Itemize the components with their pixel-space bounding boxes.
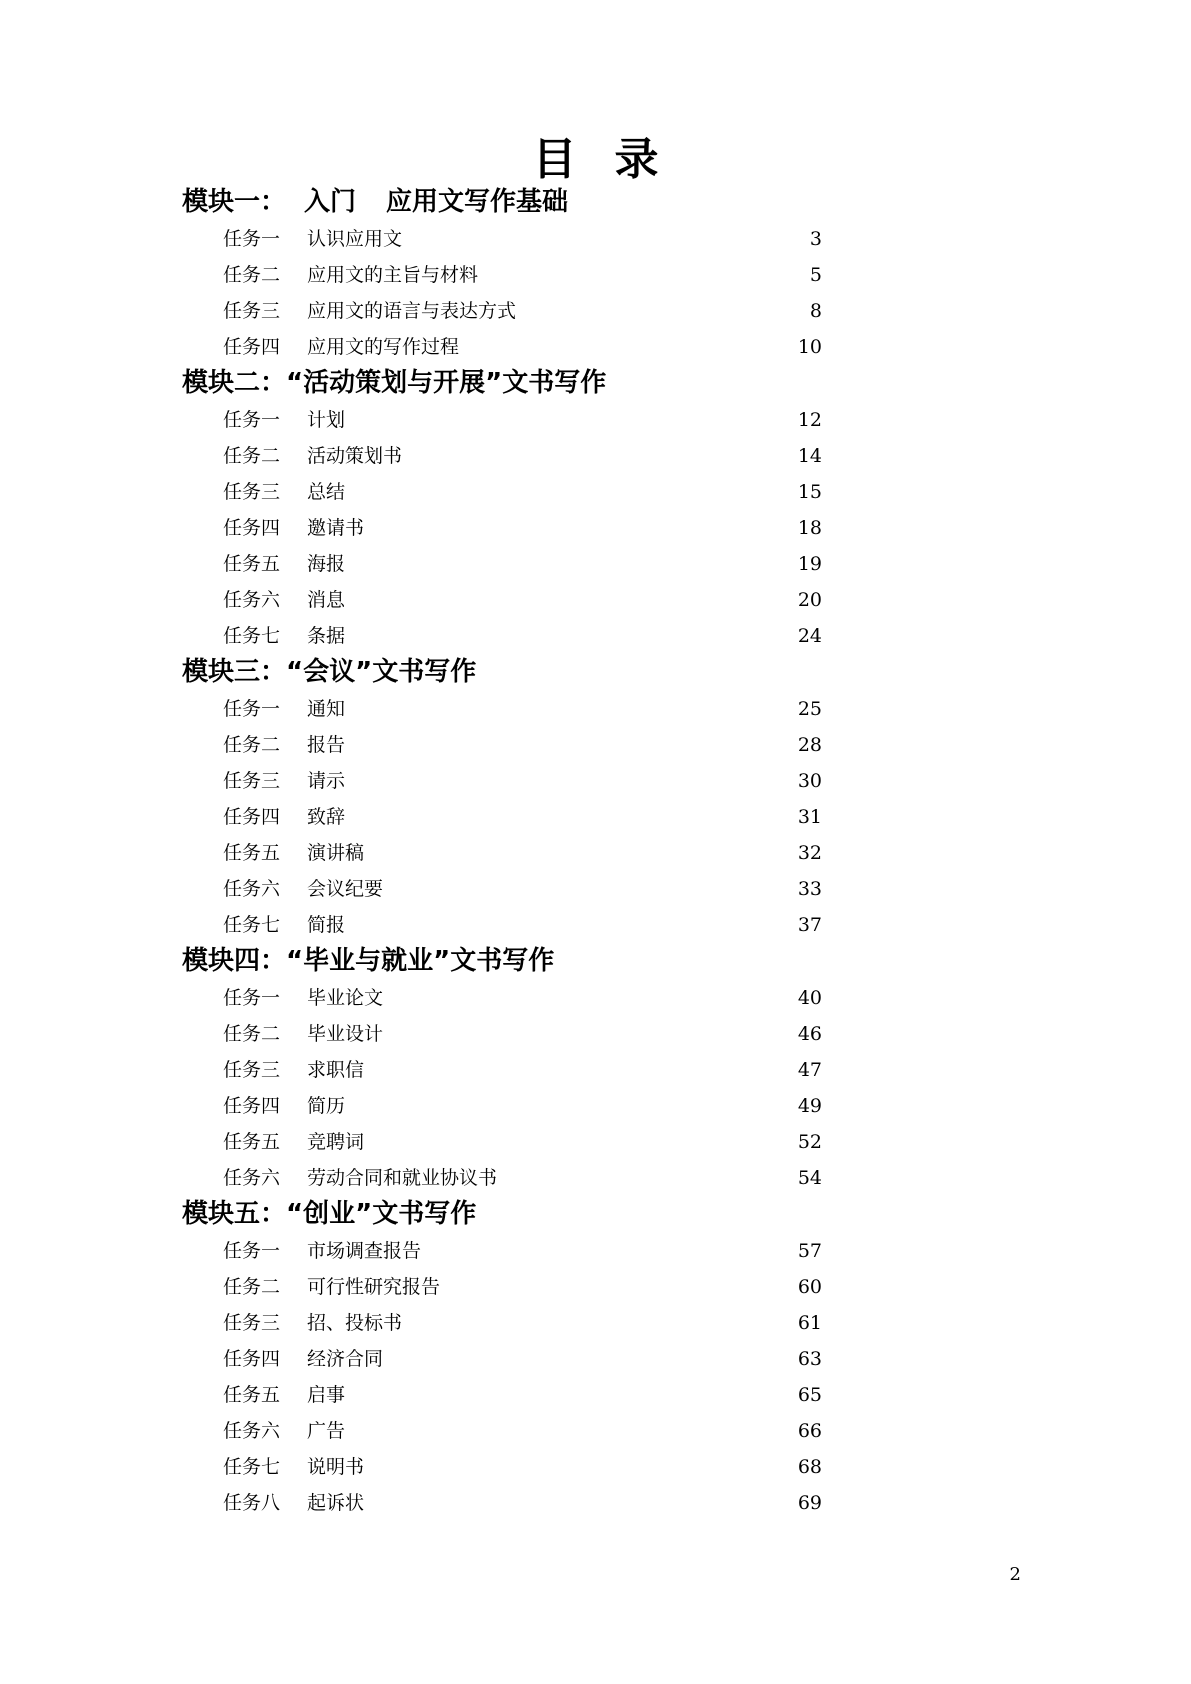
task-label: 任务二 <box>223 1276 281 1298</box>
page-ref: 8 <box>809 300 822 322</box>
entry-title: 总结 <box>307 481 346 503</box>
toc-entry[interactable] <box>182 1233 822 1269</box>
entry-title: 报告 <box>307 734 346 756</box>
module-1-heading[interactable] <box>182 184 822 221</box>
task-label: 任务四 <box>223 517 281 539</box>
toc-entry[interactable] <box>182 835 822 871</box>
entry-title: 广告 <box>307 1420 346 1442</box>
task-label: 任务二 <box>223 1023 281 1045</box>
toc-entry[interactable] <box>182 1449 822 1485</box>
module-4-heading[interactable] <box>182 943 822 980</box>
page-ref: 61 <box>797 1312 822 1334</box>
toc-entry[interactable] <box>182 1485 822 1521</box>
task-label: 任务六 <box>223 1167 281 1189</box>
toc-entry[interactable] <box>182 691 822 727</box>
entry-title: 劳动合同和就业协议书 <box>307 1167 498 1189</box>
entry-title: 消息 <box>307 589 346 611</box>
toc-heading-char-2: 录 <box>614 134 659 185</box>
task-label: 任务四 <box>223 1348 281 1370</box>
entry-title: 竞聘词 <box>307 1131 365 1153</box>
module-5 <box>182 1196 822 1521</box>
entry-title: 简历 <box>307 1095 346 1117</box>
task-label: 任务一 <box>223 1240 281 1262</box>
toc-entry[interactable] <box>182 546 822 582</box>
module-prefix: 模块四： <box>182 946 287 976</box>
toc-entry[interactable] <box>182 907 822 943</box>
page-ref: 28 <box>797 734 822 756</box>
page-ref: 10 <box>797 336 822 358</box>
task-label: 任务六 <box>223 589 281 611</box>
task-label: 任务五 <box>223 842 281 864</box>
entry-title: 市场调查报告 <box>307 1240 422 1262</box>
page-ref: 52 <box>797 1131 822 1153</box>
task-label: 任务五 <box>223 553 281 575</box>
task-label: 任务七 <box>223 625 281 647</box>
entry-title: 可行性研究报告 <box>307 1276 441 1298</box>
module-prefix: 模块一： <box>182 187 287 217</box>
toc-entry[interactable] <box>182 582 822 618</box>
entry-title: 简报 <box>307 914 346 936</box>
toc-heading <box>0 132 1191 188</box>
module-name: “活动策划与开展”文书写作 <box>286 368 607 398</box>
page-ref: 14 <box>797 445 822 467</box>
task-label: 任务八 <box>223 1492 281 1514</box>
toc-entry[interactable] <box>182 1341 822 1377</box>
toc-entry[interactable] <box>182 1269 822 1305</box>
page-ref: 15 <box>797 481 822 503</box>
page-ref: 32 <box>797 842 822 864</box>
module-prefix: 模块五： <box>182 1199 287 1229</box>
module-3 <box>182 654 822 943</box>
entry-title: 演讲稿 <box>307 842 365 864</box>
page-ref: 33 <box>797 878 822 900</box>
entry-title: 海报 <box>307 553 346 575</box>
page-ref: 24 <box>797 625 822 647</box>
entry-title: 通知 <box>307 698 346 720</box>
task-label: 任务三 <box>223 1059 281 1081</box>
page-ref: 49 <box>797 1095 822 1117</box>
task-label: 任务一 <box>223 409 281 431</box>
task-label: 任务三 <box>223 481 281 503</box>
toc-entry[interactable] <box>182 1016 822 1052</box>
toc-entry[interactable] <box>182 293 822 329</box>
task-label: 任务二 <box>223 445 281 467</box>
module-name: “会议”文书写作 <box>286 657 477 687</box>
task-label: 任务三 <box>223 770 281 792</box>
toc-entry[interactable] <box>182 1088 822 1124</box>
toc-entry[interactable] <box>182 1052 822 1088</box>
toc-entry[interactable] <box>182 221 822 257</box>
entry-title: 计划 <box>307 409 346 431</box>
entry-title: 应用文的写作过程 <box>307 336 460 358</box>
toc-entry[interactable] <box>182 727 822 763</box>
entry-title: 说明书 <box>307 1456 365 1478</box>
page-ref: 60 <box>797 1276 822 1298</box>
module-3-heading[interactable] <box>182 654 822 691</box>
page-ref: 31 <box>797 806 822 828</box>
module-4 <box>182 943 822 1196</box>
entry-title: 应用文的主旨与材料 <box>307 264 479 286</box>
entry-title: 条据 <box>307 625 346 647</box>
entry-title: 认识应用文 <box>307 228 403 250</box>
entry-title: 毕业设计 <box>307 1023 384 1045</box>
toc-entry[interactable] <box>182 1377 822 1413</box>
module-5-heading[interactable] <box>182 1196 822 1233</box>
task-label: 任务四 <box>223 1095 281 1117</box>
task-label: 任务七 <box>223 914 281 936</box>
task-label: 任务二 <box>223 264 281 286</box>
page-ref: 18 <box>797 517 822 539</box>
module-2 <box>182 365 822 654</box>
module-prefix: 模块三： <box>182 657 287 687</box>
table-of-contents <box>182 184 822 1521</box>
page-ref: 68 <box>797 1456 822 1478</box>
page-ref: 25 <box>797 698 822 720</box>
entry-title: 启事 <box>307 1384 346 1406</box>
toc-entry[interactable] <box>182 329 822 365</box>
module-prefix: 模块二： <box>182 368 287 398</box>
page-ref: 30 <box>797 770 822 792</box>
entry-title: 致辞 <box>307 806 346 828</box>
toc-entry[interactable] <box>182 402 822 438</box>
module-1 <box>182 184 822 365</box>
page-ref: 37 <box>797 914 822 936</box>
toc-entry[interactable] <box>182 1124 822 1160</box>
toc-entry[interactable] <box>182 618 822 654</box>
toc-entry[interactable] <box>182 1413 822 1449</box>
task-label: 任务七 <box>223 1456 281 1478</box>
entry-title: 活动策划书 <box>307 445 403 467</box>
task-label: 任务四 <box>223 336 281 358</box>
entry-title: 邀请书 <box>307 517 365 539</box>
toc-entry[interactable] <box>182 1305 822 1341</box>
page-ref: 3 <box>809 228 822 250</box>
page-ref: 57 <box>797 1240 822 1262</box>
task-label: 任务一 <box>223 698 281 720</box>
task-label: 任务一 <box>223 228 281 250</box>
module-name: 入门 <box>304 187 357 217</box>
entry-title: 毕业论文 <box>307 987 384 1009</box>
task-label: 任务三 <box>223 1312 281 1334</box>
entry-title: 求职信 <box>307 1059 365 1081</box>
page-ref: 46 <box>797 1023 822 1045</box>
task-label: 任务三 <box>223 300 281 322</box>
page-ref: 54 <box>797 1167 822 1189</box>
task-label: 任务五 <box>223 1384 281 1406</box>
page-ref: 40 <box>797 987 822 1009</box>
entry-title: 招、投标书 <box>307 1312 403 1334</box>
page-ref: 12 <box>797 409 822 431</box>
toc-heading-char-1: 目 <box>532 134 577 185</box>
entry-title: 起诉状 <box>307 1492 365 1514</box>
toc-entry[interactable] <box>182 980 822 1016</box>
task-label: 任务五 <box>223 1131 281 1153</box>
task-label: 任务二 <box>223 734 281 756</box>
page-ref: 47 <box>797 1059 822 1081</box>
page-ref: 19 <box>797 553 822 575</box>
module-name: “创业”文书写作 <box>286 1199 477 1229</box>
module-2-heading[interactable] <box>182 365 822 402</box>
entry-title: 应用文的语言与表达方式 <box>307 300 517 322</box>
page-ref: 20 <box>797 589 822 611</box>
task-label: 任务六 <box>223 878 281 900</box>
page-number: 2 <box>1009 1564 1021 1585</box>
page-ref: 66 <box>797 1420 822 1442</box>
toc-entry[interactable] <box>182 871 822 907</box>
toc-entry[interactable] <box>182 510 822 546</box>
entry-title: 请示 <box>307 770 346 792</box>
toc-entry[interactable] <box>182 257 822 293</box>
toc-entry[interactable] <box>182 1160 822 1196</box>
page-ref: 63 <box>797 1348 822 1370</box>
module-subtitle: 应用文写作基础 <box>386 187 569 217</box>
toc-entry[interactable] <box>182 799 822 835</box>
toc-entry[interactable] <box>182 438 822 474</box>
page-ref: 65 <box>797 1384 822 1406</box>
toc-entry[interactable] <box>182 474 822 510</box>
task-label: 任务四 <box>223 806 281 828</box>
page-ref: 69 <box>797 1492 822 1514</box>
module-name: “毕业与就业”文书写作 <box>286 946 555 976</box>
toc-entry[interactable] <box>182 763 822 799</box>
page-ref: 5 <box>809 264 822 286</box>
entry-title: 经济合同 <box>307 1348 384 1370</box>
task-label: 任务一 <box>223 987 281 1009</box>
task-label: 任务六 <box>223 1420 281 1442</box>
entry-title: 会议纪要 <box>307 878 384 900</box>
